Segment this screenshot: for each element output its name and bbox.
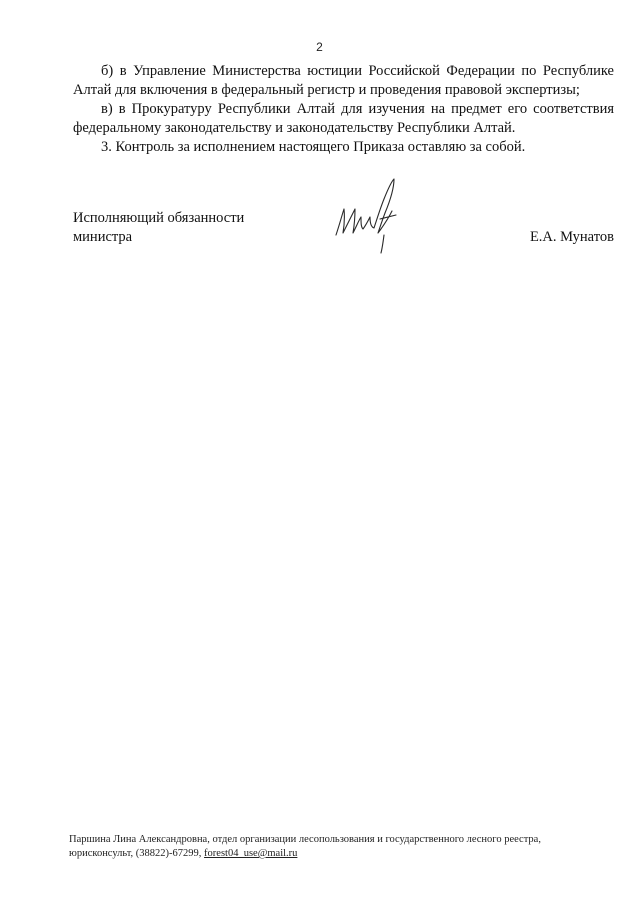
signatory-title (73, 209, 244, 247)
footer-contact-line-1: Паршина Лина Александровна, отдел организации лесопользования и государственного лесного реестра, (69, 834, 541, 845)
footer-contact (69, 833, 629, 861)
paragraph-item-3: 3. Контроль за исполнением настоящего Приказа оставляю за собой. (101, 139, 526, 155)
paragraph-item-b: б) в Управление Министерства юстиции Российской Федерации по Республике Алтай для включения в федеральный регистр и проведения правовой экспертизы; (73, 63, 614, 98)
paragraph-item-v: в) в Прокуратуру Республики Алтай для изучения на предмет его соответствия федеральному законодательству и законодательству Республики Алтай. (73, 101, 614, 136)
email-link[interactable]: forest04_use@mail.ru (204, 848, 298, 859)
signatory-name: Е.А. Мунатов (529, 229, 614, 245)
footer-contact-line-2 (69, 847, 629, 861)
page-number: 2 (316, 40, 323, 54)
footer-contact-position-phone: юрисконсульт, (38822)-67299, (69, 848, 205, 859)
signatory-title-line-2: министра (73, 229, 133, 245)
document-body (73, 62, 614, 157)
handwritten-signature (328, 175, 408, 255)
signatory-title-line-1: Исполняющий обязанности (73, 210, 245, 226)
